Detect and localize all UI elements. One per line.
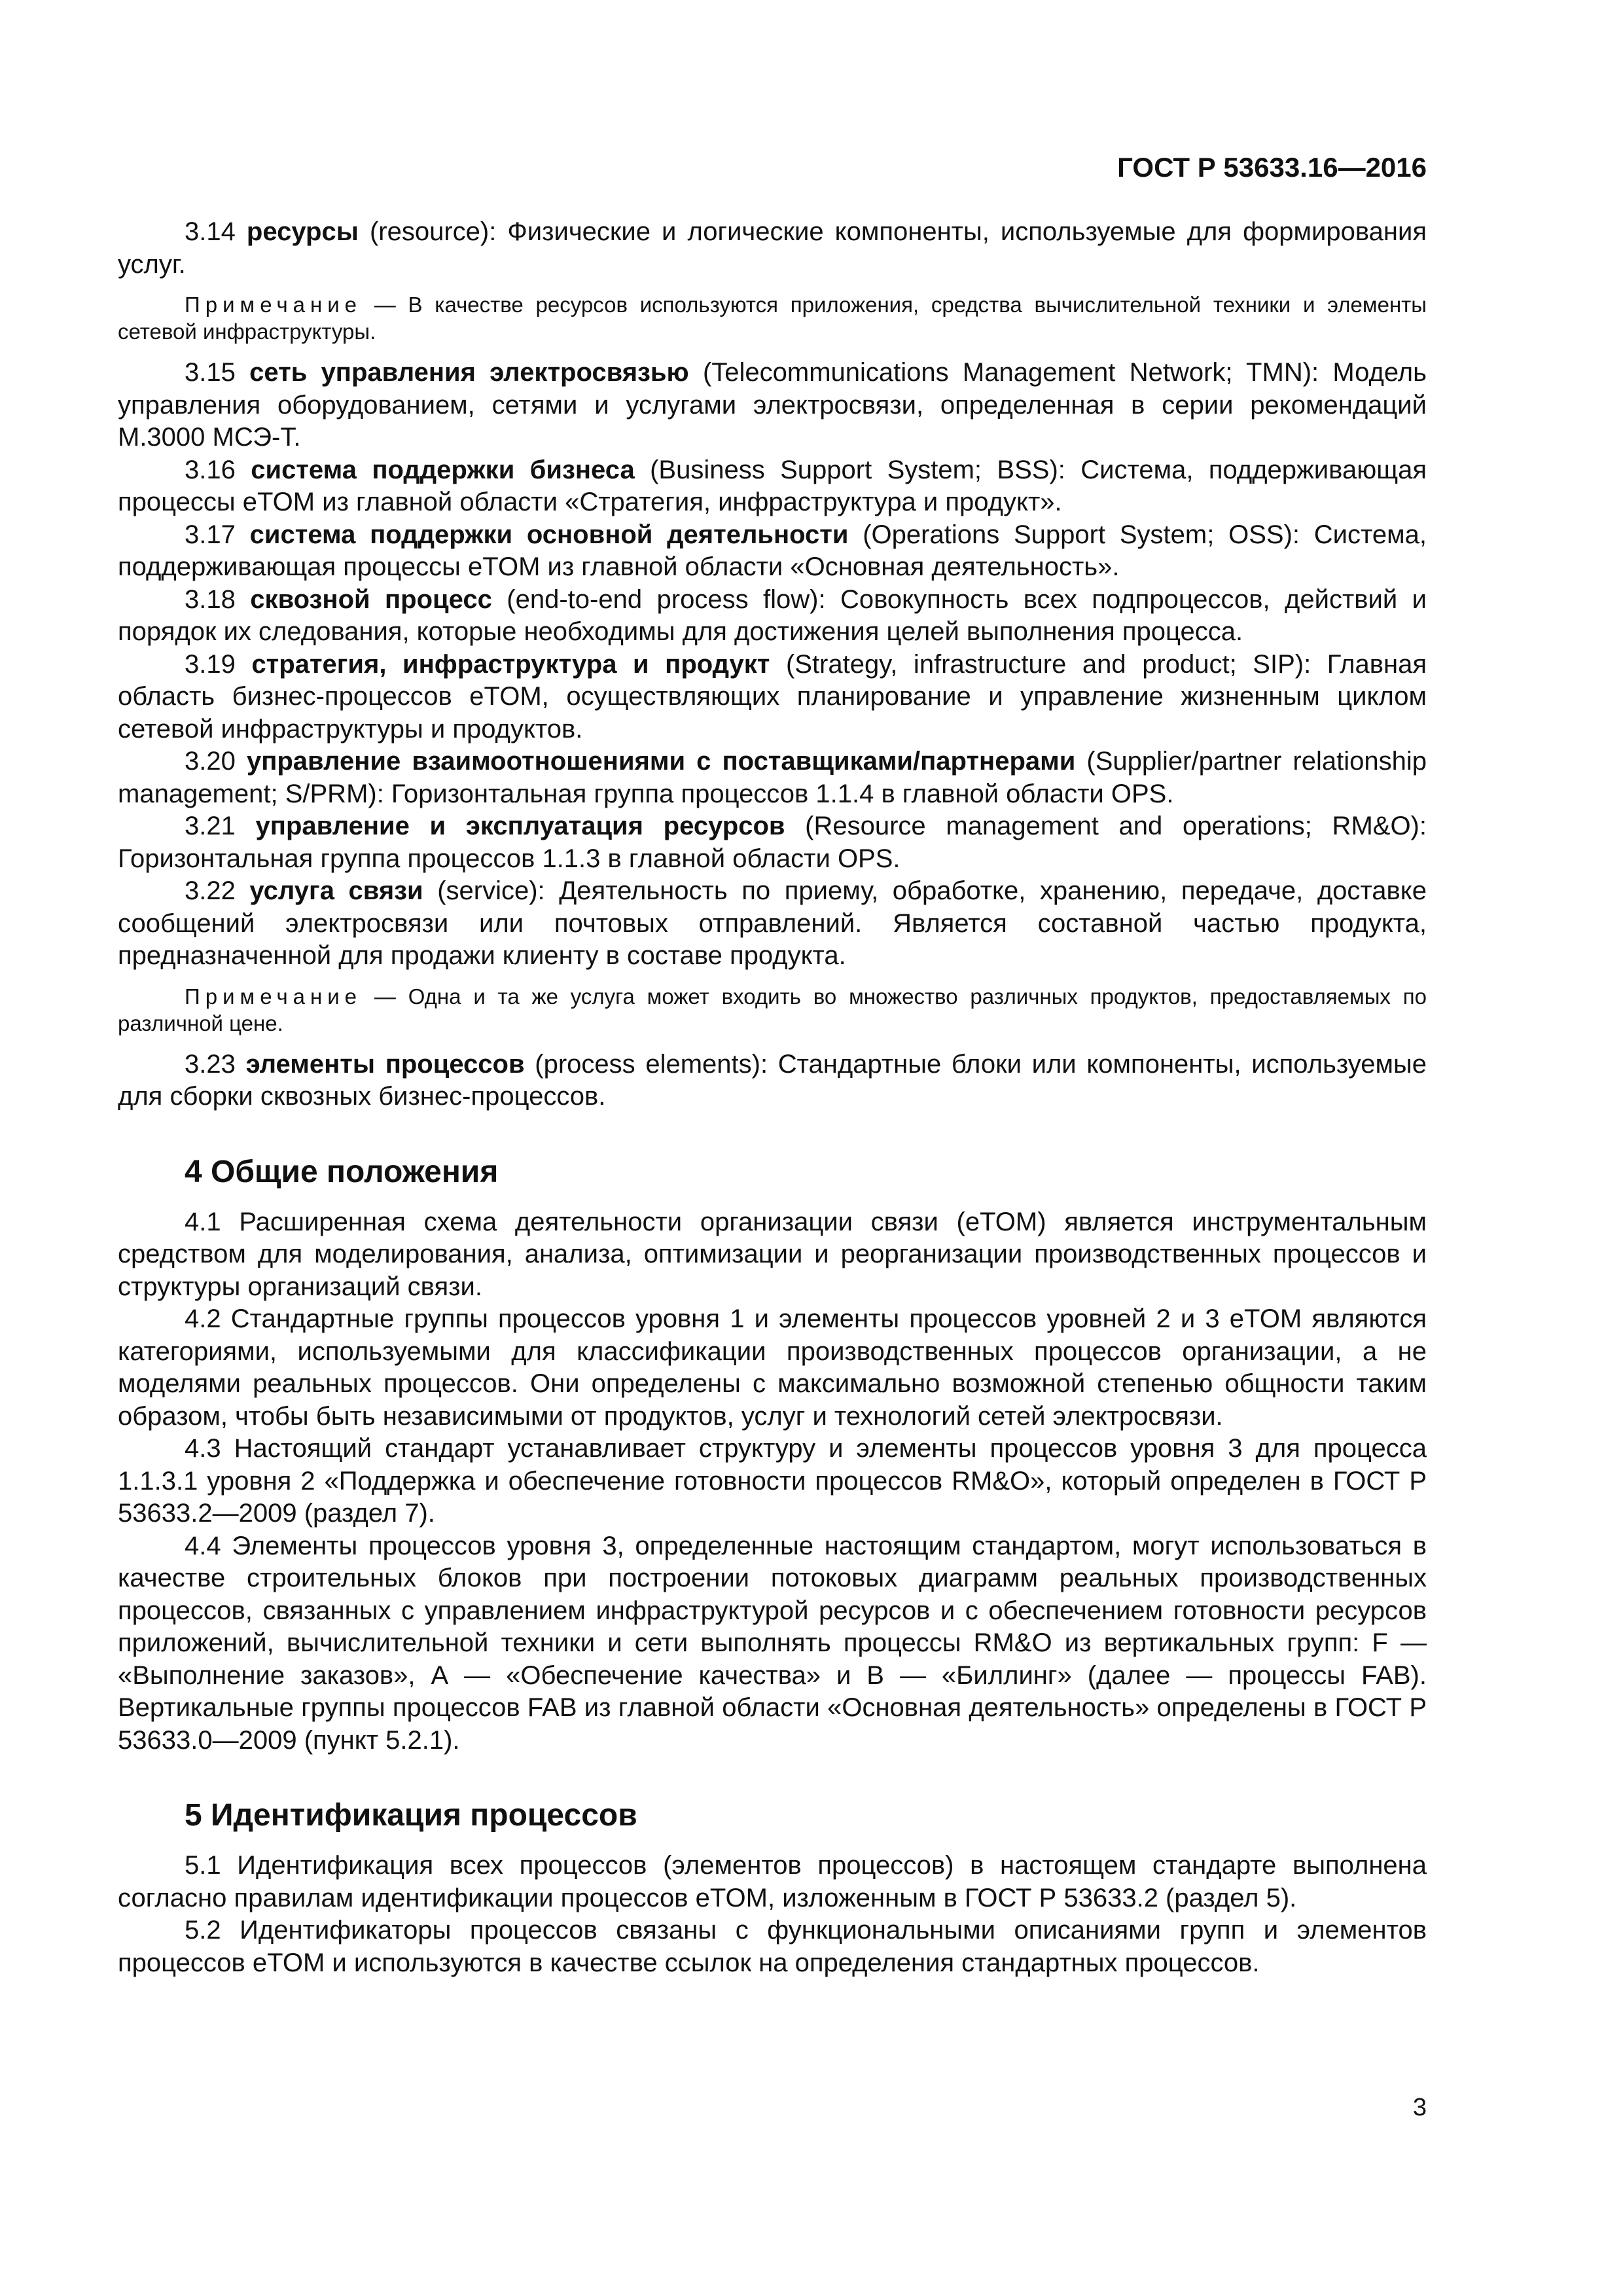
definition-text: (Supplier/partner relationship management; S/PRM): Горизонтальная группа процессов 1.1.4 в главной области OPS. — [118, 747, 1427, 808]
paragraph-4-2: 4.2 Стандартные группы процессов уровня 1 и элементы процессов уровней 2 и 3 eTOM являются категориями, используемыми для классификации производственных процессов организации, а не моделями реальных процессов. Они определены с максимально возможной степенью общности таким образом, чтобы быть независимыми от продуктов, услуг и технологий сетей электросвязи. — [118, 1304, 1427, 1431]
definition-number: 3.14 — [185, 217, 236, 246]
definition-3-18 — [118, 584, 1427, 649]
definition-term: элементы процессов — [245, 1049, 525, 1079]
definition-3-16 — [118, 454, 1427, 519]
definition-text: (Telecommunications Management Network; TMN): Модель управления оборудованием, сетями и услугами электросвязи, определенная в серии рекомендаций М.3000 МСЭ-Т. — [118, 358, 1427, 452]
note-text: — В качестве ресурсов используются приложения, средства вычислительной техники и элементы сетевой инфраструктуры. — [118, 293, 1427, 344]
note-label: Примечание — [185, 984, 363, 1009]
definition-3-19 — [118, 649, 1427, 746]
definition-term: управление и эксплуатация ресурсов — [255, 812, 785, 840]
note-label: Примечание — [185, 293, 363, 317]
definition-term: стратегия, инфраструктура и продукт — [251, 649, 770, 679]
definition-term: услуга связи — [249, 876, 423, 905]
note-2 — [118, 983, 1427, 1037]
definition-text: (process elements): Стандартные блоки или компоненты, используемые для сборки сквозных бизнес-процессов. — [118, 1049, 1427, 1111]
definition-number: 3.20 — [185, 747, 236, 776]
note-1 — [118, 291, 1427, 345]
definition-3-14 — [118, 216, 1427, 281]
section-4-heading: 4 Общие положения — [185, 1154, 499, 1189]
definition-number: 3.17 — [185, 520, 236, 549]
paragraph-4-3: 4.3 Настоящий стандарт устанавливает структуру и элементы процессов уровня 3 для процесса 1.1.3.1 уровня 2 «Поддержка и обеспечение готовности процессов RM&O», который определен в ГОСТ Р 53633.2—2009 (раздел 7). — [118, 1434, 1427, 1528]
paragraph-4-4: 4.4 Элементы процессов уровня 3, определенные настоящим стандартом, могут использоваться в качестве строительных блоков при построении потоковых диаграмм реальных производственных процессов, связанных с управлением инфраструктурой ресурсов и с обеспечением готовности ресурсов приложений, вычислительной техники и сети выполнять процессы RM&O из вертикальных групп: F — «Выполнение заказов», А — «Обеспечение качества» и В — «Биллинг» (далее — процессы FAB). Вертикальные группы процессов FAB из главной области «Основная деятельность» определены в ГОСТ Р 53633.0—2009 (пункт 5.2.1). — [118, 1531, 1427, 1755]
definition-number: 3.21 — [185, 812, 236, 840]
definition-number: 3.19 — [185, 649, 236, 679]
definition-term: система поддержки бизнеса — [251, 455, 635, 484]
paragraph-5-1: 5.1 Идентификация всех процессов (элементов процессов) в настоящем стандарте выполнена согласно правилам идентификации процессов eTOM, изложенным в ГОСТ Р 53633.2 (раздел 5). — [118, 1851, 1427, 1912]
definition-term: ресурсы — [246, 217, 359, 246]
definition-number: 3.23 — [185, 1049, 236, 1079]
definition-number: 3.18 — [185, 584, 236, 614]
paragraph-4-1: 4.1 Расширенная схема деятельности организации связи (eTOM) является инструментальным средством для моделирования, анализа, оптимизации и реорганизации производственных процессов и структуры организаций связи. — [118, 1207, 1427, 1301]
paragraph-5-2: 5.2 Идентификаторы процессов связаны с функциональными описаниями групп и элементов процессов eTOM и используются в качестве ссылок на определения стандартных процессов. — [118, 1916, 1427, 1977]
note-text: — Одна и та же услуга может входить во множество различных продуктов, предоставляемых по различной цене. — [118, 984, 1427, 1035]
definition-text: (service): Деятельность по приему, обработке, хранению, передаче, доставке сообщений электросвязи или почтовых отправлений. Является составной частью продукта, предназначенной для продажи клиенту в составе продукта. — [118, 876, 1427, 970]
standard-code-header: ГОСТ Р 53633.16—2016 — [1117, 152, 1427, 183]
page-number: 3 — [1412, 2094, 1427, 2121]
definition-number: 3.22 — [185, 876, 236, 905]
definition-text: (Strategy, infrastructure and product; SIP): Главная область бизнес-процессов eTOM, осуществляющих планирование и управление жизненным циклом сетевой инфраструктуры и продуктов. — [118, 649, 1427, 744]
section-5-heading: 5 Идентификация процессов — [185, 1798, 637, 1833]
page-content — [118, 216, 1427, 1979]
definition-number: 3.16 — [185, 455, 236, 484]
definition-3-22 — [118, 875, 1427, 973]
definition-text: (Operations Support System; OSS): Система, поддерживающая процессы eTOM из главной области «Основная деятельность». — [118, 520, 1427, 581]
definition-term: управление взаимоотношениями с поставщиками/партнерами — [246, 747, 1076, 776]
definition-3-15 — [118, 357, 1427, 454]
definition-term: система поддержки основной деятельности — [249, 520, 849, 549]
definition-term: сеть управления электросвязью — [249, 358, 689, 387]
definition-text: (Resource management and operations; RM&O): Горизонтальная группа процессов 1.1.3 в главной области OPS. — [118, 812, 1427, 873]
definition-term: сквозной процесс — [250, 584, 492, 614]
definition-number: 3.15 — [185, 358, 236, 387]
definition-3-17 — [118, 519, 1427, 584]
definition-text: (Business Support System; BSS): Система, поддерживающая процессы eTOM из главной области «Стратегия, инфраструктура и продукт». — [118, 455, 1427, 516]
definition-3-23 — [118, 1049, 1427, 1113]
definition-3-20 — [118, 745, 1427, 810]
definition-text: (resource): Физические и логические компоненты, используемые для формирования услуг. — [118, 217, 1427, 279]
definition-3-21 — [118, 810, 1427, 875]
definition-text: (end-to-end process flow): Совокупность всех подпроцессов, действий и порядок их следования, которые необходимы для достижения целей выполнения процесса. — [118, 584, 1427, 646]
